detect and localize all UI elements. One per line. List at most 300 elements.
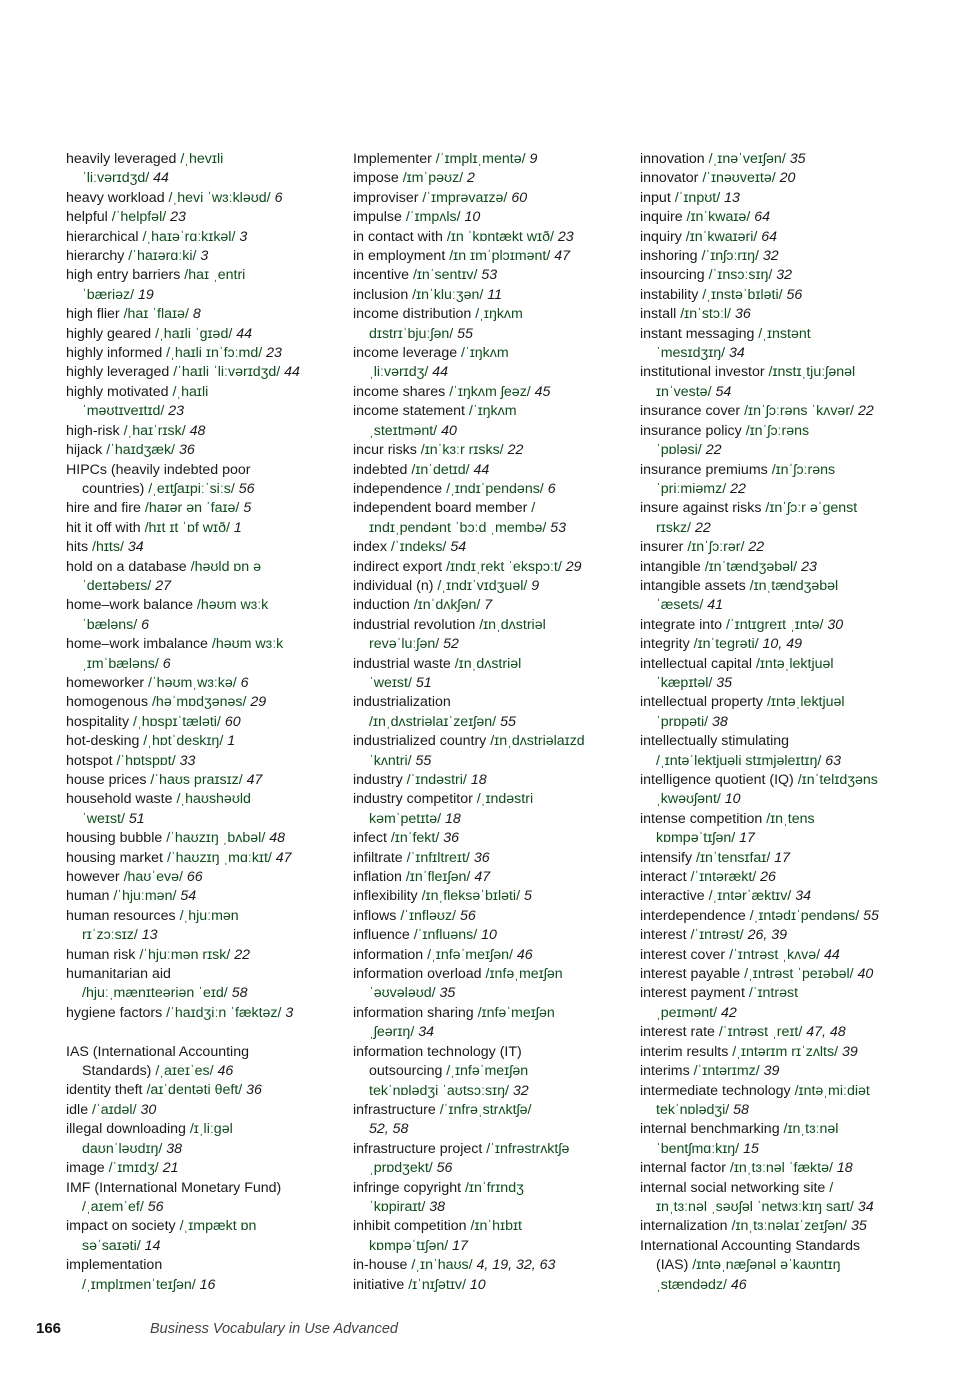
index-entry — [640, 810, 930, 829]
index-term: income leverage — [353, 345, 462, 362]
index-entry-continuation — [353, 1062, 628, 1081]
index-entry — [640, 946, 930, 965]
pronunciation: /haʊˈevə/ — [123, 869, 187, 886]
unit-numbers: 26, 39 — [747, 927, 788, 944]
pronunciation: /ɪnˈkwaɪə/ — [686, 209, 755, 226]
unit-numbers: 47 — [474, 869, 491, 886]
index-entry — [353, 228, 628, 247]
index-term: inhibit competition — [353, 1218, 471, 1235]
pronunciation: /ɪntəˌnæʃənəl əˈkaʊntɪŋ — [692, 1257, 841, 1274]
pronunciation: /ɪnˈsentɪv/ — [412, 267, 482, 284]
pronunciation: /ˌɪntəˈlektjuəli stɪmjəleɪtɪŋ/ — [656, 752, 826, 769]
unit-numbers: 6 — [274, 189, 283, 206]
index-entry-continuation — [640, 383, 930, 402]
index-entry-continuation — [640, 519, 930, 538]
pronunciation: /ɪnfəˌmeɪʃən — [485, 966, 563, 983]
pronunciation: /ɪnˈkwaɪəri/ — [685, 228, 762, 245]
index-entry — [66, 965, 338, 984]
index-term: hygiene factors — [66, 1004, 167, 1021]
pronunciation: /ɪnˌdʌstriəlaɪzd — [490, 733, 585, 750]
pronunciation: /ˌɪndɪˈpendəns/ — [446, 480, 548, 497]
unit-numbers: 33 — [179, 752, 196, 769]
unit-numbers: 22 — [507, 442, 524, 459]
pronunciation: /ˌhaɪli ˈgɪəd/ — [155, 325, 237, 342]
index-entry-continuation — [640, 480, 930, 499]
index-term: human risk — [66, 946, 140, 963]
pronunciation: /ˈɪntrəst ˌreɪt/ — [718, 1024, 807, 1041]
unit-numbers: 18 — [836, 1160, 853, 1177]
unit-numbers: 44 — [284, 364, 300, 381]
pronunciation: səˈsaɪəti/ — [82, 1237, 145, 1254]
unit-numbers: 35 — [850, 1218, 867, 1235]
index-term: hijack — [66, 442, 107, 459]
index-term: internal social networking site — [640, 1179, 830, 1196]
index-term: infringe copyright — [353, 1179, 465, 1196]
pronunciation: /ˈhaʊzɪŋ ˌmɑːkɪt/ — [166, 849, 276, 866]
unit-numbers: 34 — [729, 345, 745, 362]
index-entry-continuation — [66, 984, 338, 1003]
unit-numbers: 9 — [529, 151, 538, 167]
unit-numbers: 21 — [162, 1160, 179, 1177]
pronunciation: /ˈɪmɪdʒ/ — [108, 1160, 163, 1177]
index-entry — [66, 829, 338, 848]
index-term: incur risks — [353, 442, 421, 459]
index-entry — [640, 169, 930, 188]
pronunciation: /ˌhaɪəˈrɑːkɪkəl/ — [142, 228, 240, 245]
index-entry — [640, 771, 930, 790]
index-entry — [353, 538, 628, 557]
pronunciation: /ɪnˈfekt/ — [390, 830, 444, 847]
pronunciation: / — [531, 500, 536, 517]
unit-numbers: 54 — [180, 888, 197, 905]
pronunciation: /ɪnˌtɜːnəlaɪˈzeɪʃən/ — [731, 1218, 851, 1235]
pronunciation: /ɪˌliːgəl — [189, 1121, 233, 1138]
page-number: 166 — [36, 1320, 62, 1337]
pronunciation: /ˈhjuːmən/ — [113, 888, 181, 905]
index-term: highly informed — [66, 345, 167, 362]
unit-numbers: 58 — [231, 985, 248, 1002]
unit-numbers: 16 — [199, 1276, 216, 1293]
pronunciation: rɪskz/ — [656, 519, 695, 536]
index-term: interest payable — [640, 966, 745, 983]
pronunciation: /ˌɪmpækt ɒn — [179, 1218, 257, 1235]
pronunciation: /aɪˈdentəti θeft/ — [146, 1082, 247, 1099]
index-entry — [353, 907, 628, 926]
pronunciation: /ˌhevi ˈwɜːkləʊd/ — [168, 189, 275, 206]
pronunciation: ˈməʊtɪveɪtɪd/ — [82, 403, 169, 420]
index-entry-continuation — [640, 1140, 930, 1159]
pronunciation: /ˈaɪdəl/ — [92, 1101, 141, 1118]
pronunciation: /ˌɪmplɪmenˈteɪʃən/ — [82, 1276, 200, 1293]
index-term: IAS (International Accounting — [66, 1043, 249, 1060]
index-entry — [353, 266, 628, 285]
index-entry — [66, 771, 338, 790]
index-term: inshoring — [640, 248, 702, 265]
pronunciation: kɒmpəˈtɪʃən/ — [369, 1237, 453, 1254]
index-entry — [640, 286, 930, 305]
pronunciation: ˌɪmˈbæləns/ — [82, 655, 163, 672]
pronunciation: /ˌɪnstənt — [758, 325, 811, 342]
pronunciation: /ɪn ˈkɒntækt wɪð/ — [446, 228, 558, 245]
index-entry-continuation — [640, 1101, 930, 1120]
index-entry — [640, 887, 930, 906]
index-term: inflation — [353, 869, 406, 886]
pronunciation: ˈweɪst/ — [82, 810, 129, 827]
unit-numbers: 44 — [432, 364, 449, 381]
index-entry — [353, 790, 628, 809]
pronunciation: /ɪnfəˈmeɪʃən — [477, 1004, 555, 1021]
unit-numbers: 36 — [178, 442, 195, 459]
unit-numbers: 51 — [415, 674, 432, 691]
index-term: individual (n) — [353, 577, 438, 594]
pronunciation: ˈmesɪdʒɪŋ/ — [656, 345, 730, 362]
unit-numbers: 39 — [841, 1043, 858, 1060]
unit-numbers: 10 — [469, 1276, 486, 1293]
index-entry — [353, 1004, 628, 1023]
unit-numbers: 23 — [170, 209, 186, 226]
unit-numbers: 17 — [774, 849, 791, 866]
index-term: hire and fire — [66, 500, 145, 517]
unit-numbers: 23 — [168, 403, 185, 420]
index-term: home–work imbalance — [66, 636, 212, 653]
index-entry-continuation — [66, 1276, 338, 1295]
unit-numbers: 56 — [238, 480, 255, 497]
unit-numbers: 54 — [450, 539, 467, 556]
pronunciation: /ˌhɒspɪˈtæləti/ — [133, 713, 225, 730]
unit-numbers: 34 — [418, 1024, 434, 1041]
unit-numbers: 10 — [481, 927, 497, 944]
index-entry-continuation — [353, 1159, 628, 1178]
index-entry — [640, 266, 930, 285]
index-entry — [353, 247, 628, 266]
unit-numbers: 44 — [824, 946, 840, 963]
index-entry — [640, 693, 930, 712]
pronunciation: /ɪnˈfrɪndʒ — [464, 1179, 524, 1196]
unit-numbers: 22 — [857, 403, 874, 420]
pronunciation: ˈkʌntri/ — [369, 752, 416, 769]
index-column-1 — [66, 150, 338, 1295]
pronunciation: ˈdeɪtəbeɪs/ — [82, 577, 156, 594]
pronunciation: /ɪnˈtensɪfaɪ/ — [696, 849, 775, 866]
index-entry — [640, 1179, 930, 1198]
pronunciation: /ˌhɒtˈdeskɪŋ/ — [143, 733, 228, 750]
index-entry-continuation — [66, 480, 338, 499]
unit-numbers: 48 — [269, 830, 285, 847]
index-column-2 — [353, 150, 628, 1295]
pronunciation: ɪnˌtɜːnəl ˌsəʊʃəl ˈnetwɜːkɪŋ saɪt/ — [656, 1198, 858, 1215]
pronunciation: /ɪnˈtegrəti/ — [693, 636, 763, 653]
pronunciation: ˈbæləns/ — [82, 616, 142, 633]
index-entry — [640, 402, 930, 421]
pronunciation: /ˈɪntrəst — [748, 985, 799, 1002]
index-entry — [640, 208, 930, 227]
index-term: intellectual capital — [640, 655, 756, 672]
unit-numbers: 13 — [724, 189, 740, 206]
pronunciation: dɪstrɪˈbjuːʃən/ — [369, 325, 458, 342]
unit-numbers: 23 — [266, 345, 282, 362]
pronunciation: /ɪntəˌlektjuəl — [766, 694, 845, 711]
index-entry-continuation — [66, 402, 338, 421]
pronunciation: /ɪnˈʃɔːrər/ — [687, 539, 749, 556]
index-term: install — [640, 306, 681, 323]
index-term: instant messaging — [640, 325, 759, 342]
index-term: hierarchy — [66, 248, 129, 265]
unit-numbers: 35 — [789, 151, 806, 167]
pronunciation: /hɪts/ — [92, 539, 128, 556]
unit-numbers: 60 — [511, 189, 528, 206]
pronunciation: /ɪnˌtɜːnəl — [783, 1121, 839, 1138]
pronunciation: /hɪt ɪt ˈɒf wɪð/ — [144, 519, 234, 536]
unit-numbers: 6 — [547, 480, 556, 497]
pronunciation: /ˌaɪemˈef/ — [82, 1198, 148, 1215]
unit-numbers: 19 — [137, 286, 154, 303]
index-entry — [353, 1217, 628, 1236]
pronunciation: rɪˈzɔːsɪz/ — [82, 927, 142, 944]
pronunciation: /ɪnˈʃɔːrəns — [771, 461, 836, 478]
unit-numbers: 17 — [452, 1237, 468, 1254]
pronunciation: /ˈɪnfrəstrʌktʃə — [486, 1140, 570, 1157]
index-entry — [640, 150, 930, 169]
pronunciation: ɪndɪˌpendənt ˈbɔːd ˌmembə/ — [369, 519, 551, 536]
unit-numbers: 45 — [534, 383, 551, 400]
index-term: intelligence quotient (IQ) — [640, 772, 798, 788]
pronunciation: /ɪn ɪmˈplɔɪmənt/ — [449, 248, 555, 265]
index-term: housing bubble — [66, 830, 167, 847]
unit-numbers: 53 — [481, 267, 498, 284]
unit-numbers: 34 — [127, 539, 144, 556]
unit-numbers: 47, 48 — [806, 1024, 846, 1041]
page-footer — [36, 1320, 398, 1337]
unit-numbers: 66 — [186, 869, 203, 886]
index-entry — [66, 1179, 338, 1198]
index-entry — [66, 208, 338, 227]
index-term: inquire — [640, 209, 687, 226]
index-term: housing market — [66, 849, 167, 866]
index-entry — [66, 189, 338, 208]
index-term: income shares — [353, 383, 450, 400]
pronunciation: /ˌɪntərɪm rɪˈzʌlts/ — [732, 1043, 842, 1060]
pronunciation: /həˈmɒdʒənəs/ — [151, 694, 251, 711]
index-entry — [66, 247, 338, 266]
index-term: identity theft — [66, 1082, 147, 1099]
index-entry — [66, 868, 338, 887]
index-entry — [353, 208, 628, 227]
pronunciation: /ˈɪŋkʌm ʃeəz/ — [449, 383, 535, 400]
index-entry — [66, 674, 338, 693]
index-entry-continuation — [640, 1276, 930, 1295]
index-entry — [66, 1217, 338, 1236]
index-entry — [66, 693, 338, 712]
unit-numbers: 18 — [445, 810, 461, 827]
pronunciation: /ˈhɒtspɒt/ — [116, 752, 180, 769]
index-entry-continuation — [353, 1198, 628, 1217]
index-term: intense competition — [640, 810, 767, 827]
index-term: interim results — [640, 1043, 733, 1060]
index-entry — [640, 247, 930, 266]
pronunciation: revəˈluːʃən/ — [369, 636, 444, 653]
index-entry — [353, 286, 628, 305]
index-entry — [66, 1004, 338, 1023]
pronunciation: /ɪnˈkluːʒən/ — [412, 286, 488, 303]
index-entry-continuation — [640, 344, 930, 363]
index-term: highly geared — [66, 325, 156, 342]
unit-numbers: 29 — [250, 694, 267, 711]
pronunciation: kɒmpəˈtɪʃən/ — [656, 830, 740, 847]
index-entry — [640, 1217, 930, 1236]
pronunciation: /ˌɪndəstri — [476, 791, 534, 808]
pronunciation: /haɪ ˈflaɪə/ — [123, 306, 193, 323]
index-term: infect — [353, 830, 391, 847]
pronunciation: /ɪnˌfleksəˈbɪləti/ — [421, 888, 524, 905]
index-term: hierarchical — [66, 228, 143, 245]
pronunciation: /ɪnˌtændʒəbəl — [749, 577, 839, 594]
index-entry-continuation — [640, 674, 930, 693]
index-term: International Accounting Standards — [640, 1237, 861, 1254]
unit-numbers: 10 — [464, 209, 481, 226]
index-term: impact on society — [66, 1218, 180, 1235]
pronunciation: /ˈɪnfləʊz/ — [400, 907, 460, 924]
index-term: interactive — [640, 888, 709, 905]
index-term: internal benchmarking — [640, 1121, 784, 1138]
index-term: independent board member — [353, 500, 532, 517]
unit-numbers: 51 — [128, 810, 145, 827]
pronunciation: /ˈɪntrəst ˌkʌvə/ — [729, 946, 825, 963]
index-entry — [640, 868, 930, 887]
index-term: interest rate — [640, 1024, 719, 1041]
unit-numbers: 56 — [459, 907, 476, 924]
unit-numbers: 22 — [234, 946, 251, 963]
index-term: information — [353, 946, 428, 963]
index-entry-continuation — [66, 810, 338, 829]
unit-numbers: 22 — [705, 442, 722, 459]
pronunciation: /ɪnˌtɜːnəl ˈfæktə/ — [729, 1160, 837, 1177]
index-entry — [640, 558, 930, 577]
index-entry-continuation — [640, 829, 930, 848]
index-term: industrialization — [353, 694, 451, 711]
unit-numbers: 1 — [233, 519, 242, 536]
pronunciation: /ˌhaɪli — [172, 383, 209, 400]
pronunciation: /ɪnˌdʌstriəlaɪˈzeɪʃən/ — [369, 713, 501, 730]
pronunciation: /ˈɪmprəvaɪzə/ — [422, 189, 512, 206]
unit-numbers: 44 — [236, 325, 252, 342]
index-term: independence — [353, 480, 447, 497]
index-column-3 — [640, 150, 930, 1295]
pronunciation: /ˌhaʊshəʊld — [176, 791, 251, 808]
index-term: intellectually stimulating — [640, 733, 790, 750]
pronunciation: /ˈɪndeks/ — [390, 539, 451, 556]
index-term: improviser — [353, 189, 423, 206]
unit-numbers: 44 — [153, 170, 169, 187]
index-entry — [353, 1043, 628, 1062]
index-entry — [66, 1101, 338, 1120]
index-entry — [66, 635, 338, 654]
index-term: impose — [353, 170, 403, 187]
pronunciation: /ˈɪnfrəˌstrʌktʃə/ — [439, 1101, 532, 1118]
pronunciation: /ˌhaɪˈrɪsk/ — [123, 422, 190, 439]
pronunciation: ˌprɒdʒekt/ — [369, 1160, 437, 1177]
index-entry — [353, 1276, 628, 1295]
index-entry — [66, 305, 338, 324]
index-term: Implementer — [353, 151, 436, 167]
pronunciation: /ˈɪmpʌls/ — [405, 209, 465, 226]
pronunciation: /ˈɪŋkʌm — [461, 345, 509, 362]
index-term: household waste — [66, 791, 177, 808]
pronunciation: ˈpɒləsi/ — [656, 442, 706, 459]
index-entry — [66, 1159, 338, 1178]
index-term: insurance policy — [640, 422, 746, 439]
index-entry — [66, 519, 338, 538]
pronunciation: /ˌhjuːmən — [179, 907, 239, 924]
unit-numbers: 18 — [470, 772, 487, 788]
index-entry-continuation — [353, 1120, 628, 1139]
index-entry — [66, 461, 338, 480]
index-entry — [353, 480, 628, 499]
pronunciation: /ɪnˈʃɔːrəns — [745, 422, 810, 439]
index-entry — [640, 965, 930, 984]
unit-numbers: 36 — [246, 1082, 262, 1099]
pronunciation: /ɪnˌtens — [766, 810, 815, 827]
index-entry — [66, 266, 338, 285]
index-term: input — [640, 189, 675, 206]
index-term: high-risk — [66, 422, 124, 439]
index-entry-continuation — [353, 422, 628, 441]
index-entry — [640, 635, 930, 654]
index-entry-continuation — [353, 363, 628, 382]
index-entry — [66, 752, 338, 771]
index-entry — [353, 1101, 628, 1120]
unit-numbers: 5 — [523, 888, 532, 905]
unit-numbers: 22 — [748, 539, 765, 556]
index-term: however — [66, 869, 124, 886]
unit-numbers: 6 — [141, 616, 150, 633]
pronunciation: /ˌɪŋkʌm — [475, 306, 523, 323]
index-entry — [640, 1082, 930, 1101]
pronunciation: /ˌɪntrəst ˈpeɪəbəl/ — [744, 966, 858, 983]
unit-numbers: 38 — [166, 1140, 183, 1157]
index-entry — [353, 693, 628, 712]
unit-numbers: 15 — [743, 1140, 759, 1157]
index-term: in contact with — [353, 228, 447, 245]
index-entry — [353, 1256, 628, 1275]
index-entry — [353, 1179, 628, 1198]
index-entry — [353, 169, 628, 188]
pronunciation: /ˌɪnfəˈmeɪʃən/ — [427, 946, 517, 963]
index-term: inclusion — [353, 286, 413, 303]
index-entry — [66, 1081, 338, 1100]
index-term: house prices — [66, 772, 151, 788]
index-entry — [353, 965, 628, 984]
pronunciation: /ˈhjuːmən rɪsk/ — [139, 946, 235, 963]
index-term: home–work balance — [66, 597, 197, 614]
index-entry-continuation — [353, 1237, 628, 1256]
index-entry — [353, 596, 628, 615]
index-term: indirect export — [353, 558, 447, 575]
index-entry — [66, 344, 338, 363]
index-term: infiltrate — [353, 849, 407, 866]
index-entry — [66, 946, 338, 965]
index-entry — [66, 713, 338, 732]
index-entry — [353, 558, 628, 577]
pronunciation: /ˈɪntɪgreɪt ˌɪntə/ — [725, 616, 828, 633]
index-term: information sharing — [353, 1004, 478, 1021]
index-term: internalization — [640, 1218, 732, 1235]
index-entry — [353, 461, 628, 480]
index-entry — [353, 1140, 628, 1159]
unit-numbers: 4, 19, 32, 63 — [476, 1257, 556, 1274]
unit-numbers: 60 — [224, 713, 241, 730]
unit-numbers: 55 — [457, 325, 473, 342]
index-term: income statement — [353, 403, 469, 420]
